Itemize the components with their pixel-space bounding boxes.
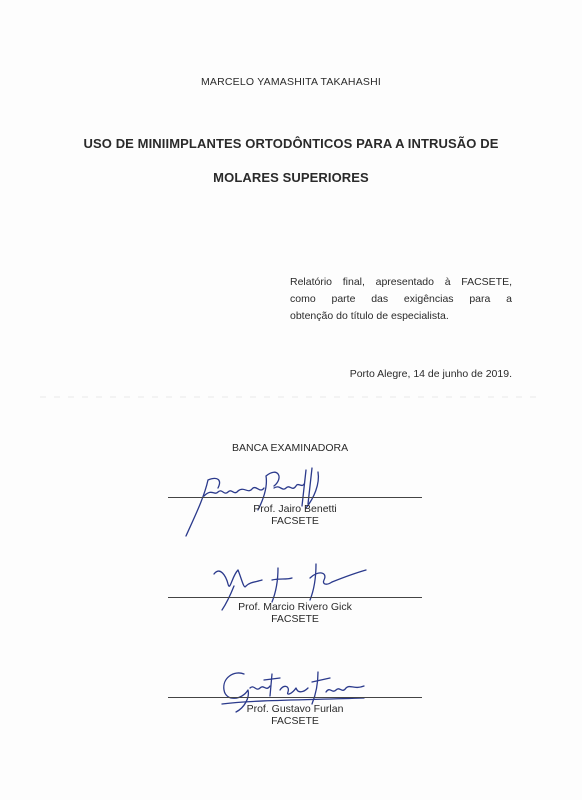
member-name: Prof. Jairo Benetti — [253, 503, 337, 515]
title-line-1: USO DE MINIIMPLANTES ORTODÔNTICOS PARA A INTRUSÃO DE — [83, 136, 499, 151]
signature-line — [168, 597, 422, 598]
title-line-2: MOLARES SUPERIORES — [213, 170, 369, 185]
member-name: Prof. Gustavo Furlan — [246, 703, 344, 715]
member-institution: FACSETE — [271, 613, 319, 625]
member-institution: FACSETE — [271, 715, 319, 727]
committee-member — [168, 601, 422, 625]
committee-member — [168, 503, 422, 527]
report-description — [290, 274, 512, 325]
committee-member — [168, 703, 422, 727]
signature-line — [168, 497, 422, 498]
signature-line — [168, 697, 422, 698]
signature-1 — [178, 458, 328, 544]
description-line: obtenção do título de especialista. — [290, 310, 449, 322]
description-line: como parte das exigências para a — [290, 293, 512, 305]
place-and-date: Porto Alegre, 14 de junho de 2019. — [349, 368, 512, 380]
scan-artifact — [40, 396, 540, 398]
member-institution: FACSETE — [271, 515, 319, 527]
member-name: Prof. Marcio Rivero Gick — [238, 601, 352, 613]
author-name: MARCELO YAMASHITA TAKAHASHI — [200, 76, 382, 88]
committee-heading: BANCA EXAMINADORA — [232, 442, 349, 454]
description-line: Relatório final, apresentado à FACSETE, — [290, 276, 512, 288]
